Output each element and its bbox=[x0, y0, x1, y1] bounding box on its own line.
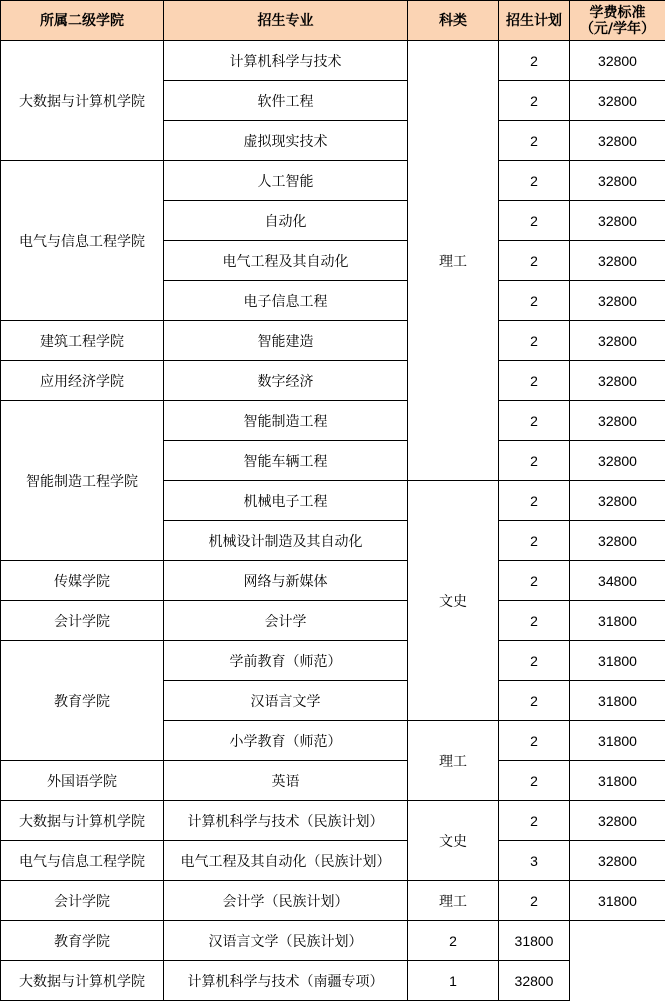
college-cell: 传媒学院 bbox=[1, 561, 164, 601]
college-cell: 电气与信息工程学院 bbox=[1, 161, 164, 321]
plan-cell: 2 bbox=[499, 721, 570, 761]
plan-cell: 2 bbox=[499, 81, 570, 121]
plan-cell: 2 bbox=[499, 121, 570, 161]
fee-cell: 32800 bbox=[570, 401, 665, 441]
major-cell: 计算机科学与技术（民族计划） bbox=[164, 801, 408, 841]
plan-cell: 2 bbox=[408, 921, 499, 961]
plan-cell: 3 bbox=[499, 841, 570, 881]
category-cell: 理工 bbox=[408, 881, 499, 921]
fee-cell: 32800 bbox=[570, 41, 665, 81]
header-fee-line1: 学费标准 bbox=[589, 4, 646, 21]
plan-cell: 2 bbox=[499, 281, 570, 321]
plan-cell: 2 bbox=[499, 761, 570, 801]
fee-cell: 32800 bbox=[570, 321, 665, 361]
plan-cell: 2 bbox=[499, 161, 570, 201]
plan-cell: 2 bbox=[499, 481, 570, 521]
major-cell: 英语 bbox=[164, 761, 408, 801]
college-cell: 会计学院 bbox=[1, 881, 164, 921]
major-cell: 软件工程 bbox=[164, 81, 408, 121]
fee-cell: 31800 bbox=[570, 721, 665, 761]
plan-cell: 2 bbox=[499, 561, 570, 601]
major-cell: 自动化 bbox=[164, 201, 408, 241]
table-row bbox=[1, 961, 665, 1001]
header-college: 所属二级学院 bbox=[1, 1, 164, 41]
plan-cell: 2 bbox=[499, 801, 570, 841]
major-cell: 机械电子工程 bbox=[164, 481, 408, 521]
header-plan: 招生计划 bbox=[499, 1, 570, 41]
major-cell: 汉语言文学（民族计划） bbox=[164, 921, 408, 961]
category-cell: 文史 bbox=[408, 801, 499, 881]
major-cell: 会计学（民族计划） bbox=[164, 881, 408, 921]
major-cell: 网络与新媒体 bbox=[164, 561, 408, 601]
major-cell: 虚拟现实技术 bbox=[164, 121, 408, 161]
major-cell: 电子信息工程 bbox=[164, 281, 408, 321]
plan-cell: 2 bbox=[499, 201, 570, 241]
major-cell: 电气工程及其自动化（民族计划） bbox=[164, 841, 408, 881]
header-row bbox=[1, 1, 665, 41]
fee-cell: 32800 bbox=[570, 841, 665, 881]
college-cell: 教育学院 bbox=[1, 641, 164, 761]
header-fee bbox=[570, 1, 665, 41]
college-cell: 教育学院 bbox=[1, 921, 164, 961]
plan-cell: 2 bbox=[499, 241, 570, 281]
fee-cell: 32800 bbox=[570, 201, 665, 241]
table-row bbox=[1, 801, 665, 841]
plan-cell: 2 bbox=[499, 521, 570, 561]
plan-cell: 2 bbox=[499, 321, 570, 361]
table-row bbox=[1, 881, 665, 921]
fee-cell: 32800 bbox=[499, 961, 570, 1001]
fee-cell: 32800 bbox=[570, 441, 665, 481]
plan-cell: 2 bbox=[499, 441, 570, 481]
plan-cell: 2 bbox=[499, 41, 570, 81]
college-cell: 大数据与计算机学院 bbox=[1, 801, 164, 841]
major-cell: 电气工程及其自动化 bbox=[164, 241, 408, 281]
table-row bbox=[1, 641, 665, 681]
fee-cell: 31800 bbox=[570, 761, 665, 801]
fee-cell: 31800 bbox=[570, 641, 665, 681]
college-cell: 外国语学院 bbox=[1, 761, 164, 801]
fee-cell: 32800 bbox=[570, 801, 665, 841]
major-cell: 机械设计制造及其自动化 bbox=[164, 521, 408, 561]
table-row bbox=[1, 401, 665, 441]
college-cell: 电气与信息工程学院 bbox=[1, 841, 164, 881]
plan-cell: 2 bbox=[499, 401, 570, 441]
plan-cell: 2 bbox=[499, 601, 570, 641]
fee-cell: 31800 bbox=[570, 601, 665, 641]
fee-cell: 32800 bbox=[570, 521, 665, 561]
college-cell: 建筑工程学院 bbox=[1, 321, 164, 361]
plan-cell: 2 bbox=[499, 641, 570, 681]
category-cell: 理工 bbox=[408, 41, 499, 481]
table-row bbox=[1, 761, 665, 801]
fee-cell: 31800 bbox=[570, 681, 665, 721]
header-fee-line2: （元/学年） bbox=[579, 20, 656, 37]
header-major: 招生专业 bbox=[164, 1, 408, 41]
college-cell: 大数据与计算机学院 bbox=[1, 961, 164, 1001]
table-row bbox=[1, 921, 665, 961]
major-cell: 学前教育（师范） bbox=[164, 641, 408, 681]
table-row bbox=[1, 321, 665, 361]
college-cell: 会计学院 bbox=[1, 601, 164, 641]
header-category: 科类 bbox=[408, 1, 499, 41]
table-row bbox=[1, 161, 665, 201]
plan-cell: 2 bbox=[499, 881, 570, 921]
fee-cell: 32800 bbox=[570, 361, 665, 401]
major-cell: 智能车辆工程 bbox=[164, 441, 408, 481]
fee-cell: 32800 bbox=[570, 121, 665, 161]
major-cell: 智能制造工程 bbox=[164, 401, 408, 441]
major-cell: 数字经济 bbox=[164, 361, 408, 401]
table-body bbox=[1, 41, 665, 1001]
fee-cell: 31800 bbox=[570, 881, 665, 921]
plan-cell: 2 bbox=[499, 681, 570, 721]
fee-cell: 32800 bbox=[570, 481, 665, 521]
table-row bbox=[1, 841, 665, 881]
college-cell: 智能制造工程学院 bbox=[1, 401, 164, 561]
table-row bbox=[1, 361, 665, 401]
major-cell: 小学教育（师范） bbox=[164, 721, 408, 761]
major-cell: 会计学 bbox=[164, 601, 408, 641]
major-cell: 汉语言文学 bbox=[164, 681, 408, 721]
table-row bbox=[1, 41, 665, 81]
fee-cell: 31800 bbox=[499, 921, 570, 961]
category-cell: 理工 bbox=[408, 721, 499, 801]
fee-cell: 34800 bbox=[570, 561, 665, 601]
college-cell: 应用经济学院 bbox=[1, 361, 164, 401]
fee-cell: 32800 bbox=[570, 281, 665, 321]
major-cell: 智能建造 bbox=[164, 321, 408, 361]
major-cell: 人工智能 bbox=[164, 161, 408, 201]
fee-cell: 32800 bbox=[570, 161, 665, 201]
major-cell: 计算机科学与技术 bbox=[164, 41, 408, 81]
fee-cell: 32800 bbox=[570, 241, 665, 281]
category-cell: 文史 bbox=[408, 481, 499, 721]
table-row bbox=[1, 601, 665, 641]
table-row bbox=[1, 561, 665, 601]
plan-cell: 2 bbox=[499, 361, 570, 401]
major-cell: 计算机科学与技术（南疆专项） bbox=[164, 961, 408, 1001]
college-cell: 大数据与计算机学院 bbox=[1, 41, 164, 161]
plan-cell: 1 bbox=[408, 961, 499, 1001]
fee-cell: 32800 bbox=[570, 81, 665, 121]
